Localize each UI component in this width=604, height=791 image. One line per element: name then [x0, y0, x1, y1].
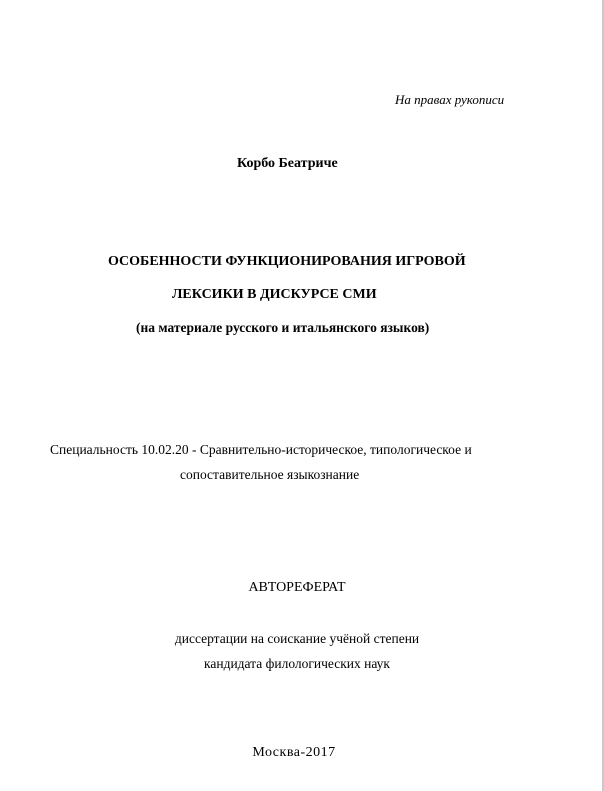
specialty-line-2: сопоставительное языкознание [180, 467, 360, 482]
dissertation-description-line-1: диссертации на соискание учёной степени [174, 631, 420, 646]
specialty-line-1: Специальность 10.02.20 - Сравнительно-историческое, типологическое и [50, 442, 472, 457]
city-year: Москва-2017 [252, 745, 336, 760]
title-subtitle: (на материале русского и итальянского языков) [136, 320, 430, 335]
author-name: Корбо Беатриче [237, 156, 338, 171]
title-line-2: ЛЕКСИКИ В ДИСКУРСЕ СМИ [172, 287, 377, 302]
document-type-label: АВТОРЕФЕРАТ [248, 580, 346, 595]
title-line-1: ОСОБЕННОСТИ ФУНКЦИОНИРОВАНИЯ ИГРОВОЙ [108, 254, 466, 269]
manuscript-rights-note: На правах рукописи [395, 92, 505, 107]
dissertation-description-line-2: кандидата филологических наук [204, 656, 390, 671]
